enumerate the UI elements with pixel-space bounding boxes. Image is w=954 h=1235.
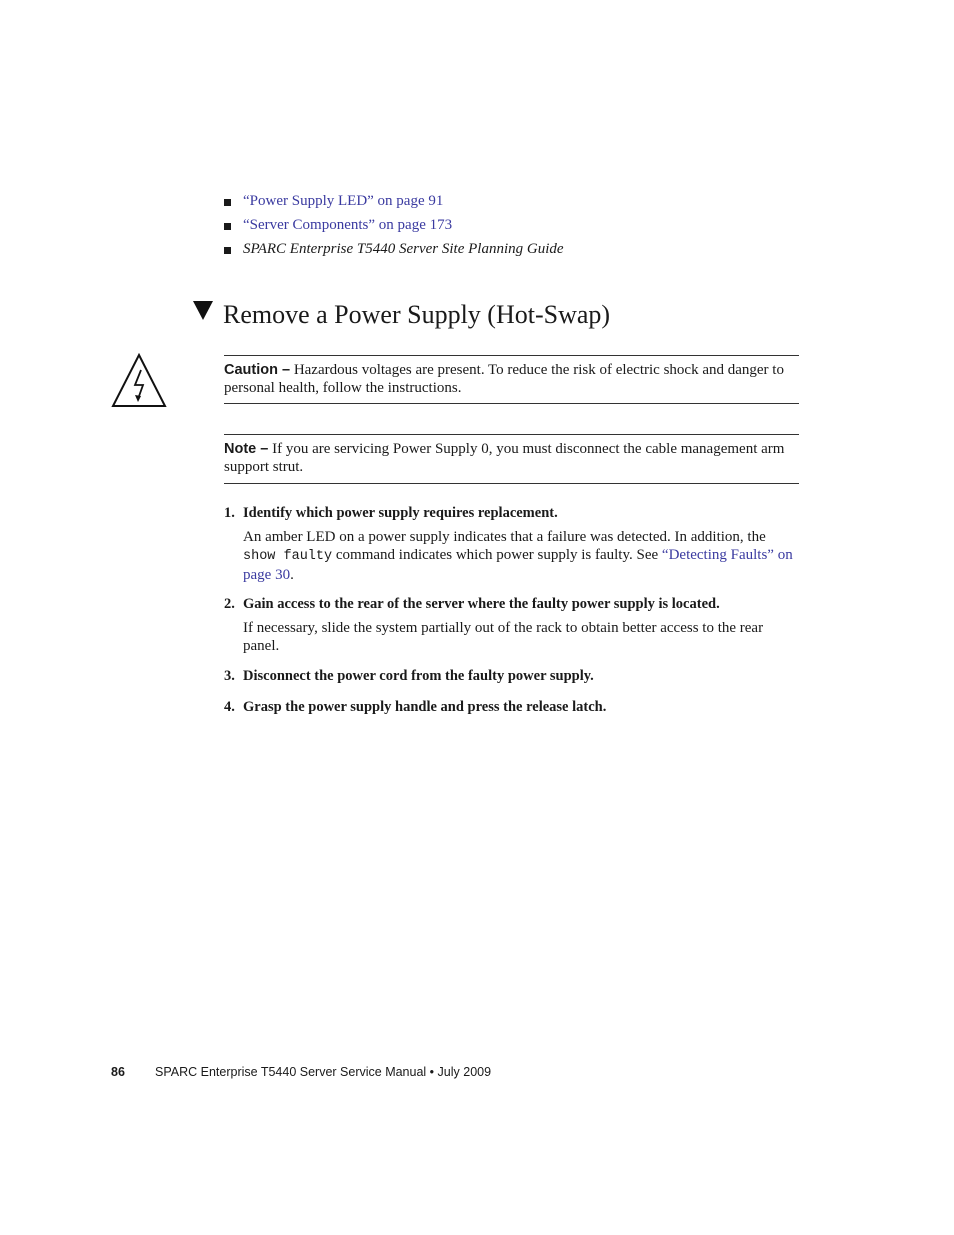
note-callout xyxy=(224,440,799,476)
step-1-body-text-cont: command indicates which power supply is faulty. See xyxy=(332,547,662,563)
list-bullet xyxy=(224,223,231,230)
section-heading xyxy=(193,298,610,332)
triangle-down-icon xyxy=(193,301,213,320)
detecting-faults-link[interactable]: “Detecting Faults” on page 30 xyxy=(243,547,793,583)
step-number: 4. xyxy=(224,699,235,715)
server-components-link[interactable]: “Server Components” on page 173 xyxy=(243,217,453,233)
note-top-rule xyxy=(224,434,799,435)
step-number: 2. xyxy=(224,596,235,612)
note-label: Note – xyxy=(224,441,269,457)
step-1-body-text: An amber LED on a power supply indicates that a failure was detected. In addition, the xyxy=(243,529,766,545)
caution-callout xyxy=(224,361,799,397)
show-faulty-command: show faulty xyxy=(243,549,333,564)
list-bullet xyxy=(224,247,231,254)
list-bullet xyxy=(224,199,231,206)
manual-title: SPARC Enterprise T5440 Server Service Manual xyxy=(155,1065,427,1079)
step-number: 3. xyxy=(224,668,235,684)
step-1-body xyxy=(243,528,799,584)
step-4-title xyxy=(224,698,799,716)
footer-running-title xyxy=(155,1064,491,1080)
step-number: 1. xyxy=(224,505,235,521)
step-1-body-end: . xyxy=(290,567,294,583)
power-supply-led-link[interactable]: “Power Supply LED” on page 91 xyxy=(243,193,444,209)
step-3-title xyxy=(224,667,799,685)
electrical-hazard-icon xyxy=(111,353,167,408)
step-1-title xyxy=(224,504,799,522)
step-title-text: Identify which power supply requires replacement. xyxy=(243,505,558,521)
step-2-body: If necessary, slide the system partially out of the rack to obtain better access to the rear panel. xyxy=(243,620,764,654)
footer-date: July 2009 xyxy=(437,1065,492,1079)
step-2-title xyxy=(224,595,799,613)
note-text: If you are servicing Power Supply 0, you must disconnect the cable management arm support strut. xyxy=(224,441,785,475)
step-title-text: Grasp the power supply handle and press the release latch. xyxy=(243,699,607,715)
footer-separator: • xyxy=(429,1065,435,1079)
caution-label: Caution – xyxy=(224,362,291,378)
section-title: Remove a Power Supply (Hot-Swap) xyxy=(223,300,611,329)
caution-bottom-rule xyxy=(224,403,799,404)
site-planning-guide-title: SPARC Enterprise T5440 Server Site Planning Guide xyxy=(243,241,564,257)
step-title-text: Disconnect the power cord from the faulty power supply. xyxy=(243,668,594,684)
note-bottom-rule xyxy=(224,483,799,484)
caution-text: Hazardous voltages are present. To reduce the risk of electric shock and danger to personal health, follow the instructions. xyxy=(224,362,784,396)
page-number: 86 xyxy=(111,1065,125,1079)
caution-top-rule xyxy=(224,355,799,356)
step-title-text: Gain access to the rear of the server where the faulty power supply is located. xyxy=(243,596,720,612)
